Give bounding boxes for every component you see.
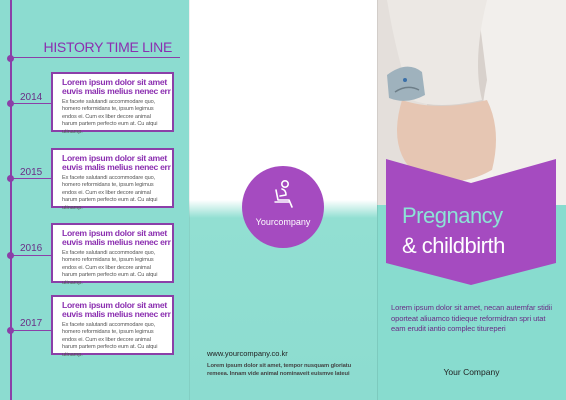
timeline-year: 2017 bbox=[20, 318, 43, 329]
timeline-card-body: Ex facete salutandi accommodare quo, homero reformidans te, ipsum legimus endos ei. Cum ex liber decore animal harum partem perfecto eum at. Cu atqui utinamp. bbox=[62, 250, 158, 286]
timeline-year: 2016 bbox=[20, 243, 43, 254]
timeline-card bbox=[51, 295, 174, 358]
fold-line bbox=[377, 0, 378, 400]
timeline-card-heading: Lorem ipsum dolor sit amet bbox=[62, 153, 167, 163]
timeline-title: HISTORY TIME LINE bbox=[43, 39, 172, 55]
middle-body-text: Lorem ipsum dolor sit amet, tempor nusquam gloriatu remeea. Innam vide animal nominaveit euismve lateui bbox=[207, 363, 352, 377]
company-name: Your Company bbox=[443, 367, 500, 377]
timeline-card-body: Ex facete salutandi accommodare quo, homero reformidans te, ipsum legimus endos ei. Cum ex liber decore animal harum partem perfecto eum at. Cu atqui utinamp. bbox=[62, 322, 158, 358]
person-seated-icon bbox=[267, 178, 299, 210]
timeline-card-heading: euvis malis melius nenec err bbox=[62, 162, 171, 172]
timeline-year-rule bbox=[12, 330, 52, 331]
timeline-card-heading: Lorem ipsum dolor sit amet bbox=[62, 77, 167, 87]
timeline-year-rule bbox=[12, 255, 52, 256]
timeline-card bbox=[51, 223, 174, 286]
website-link[interactable]: www.yourcompany.co.kr bbox=[207, 349, 288, 358]
fold-line bbox=[189, 0, 190, 400]
timeline-year-rule bbox=[12, 178, 52, 179]
timeline-year: 2014 bbox=[20, 92, 43, 103]
timeline-card bbox=[51, 148, 174, 211]
timeline-card-heading: euvis malis melius nenec err bbox=[62, 86, 171, 96]
timeline-card-heading: Lorem ipsum dolor sit amet bbox=[62, 228, 167, 238]
timeline-card bbox=[51, 72, 174, 135]
timeline-year: 2015 bbox=[20, 167, 43, 178]
cover-title-line2: & childbirth bbox=[402, 233, 505, 258]
timeline-title-rule bbox=[12, 57, 180, 58]
timeline-card-body: Ex facete salutandi accommodare quo, homero reformidans te, ipsum legimus endos ei. Cum ex liber decore animal harum partem perfecto eum at. Cu atqui utinamp. bbox=[62, 175, 158, 211]
company-logo-text: Yourcompany bbox=[255, 217, 311, 227]
timeline-year-rule bbox=[12, 103, 52, 104]
cover-title-line1: Pregnancy bbox=[402, 203, 503, 228]
timeline-card-heading: Lorem ipsum dolor sit amet bbox=[62, 300, 167, 310]
timeline-card-heading: euvis malis melius nenec err bbox=[62, 309, 171, 319]
cover-body-text: Lorem ipsum dolor sit amet, necan autemfar stidii oporteat aliuamco tidieque reformidran spri utat eam erudit iantio complec titureperi bbox=[391, 303, 552, 333]
timeline-card-body: Ex facete salutandi accommodare quo, homero reformidans te, ipsum legimus endos ei. Cum ex liber decore animal harum partem perfecto eum at. Cu atqui utinamp. bbox=[62, 99, 158, 135]
timeline-header bbox=[12, 39, 180, 56]
timeline-card-heading: euvis malis melius nenec err bbox=[62, 237, 171, 247]
